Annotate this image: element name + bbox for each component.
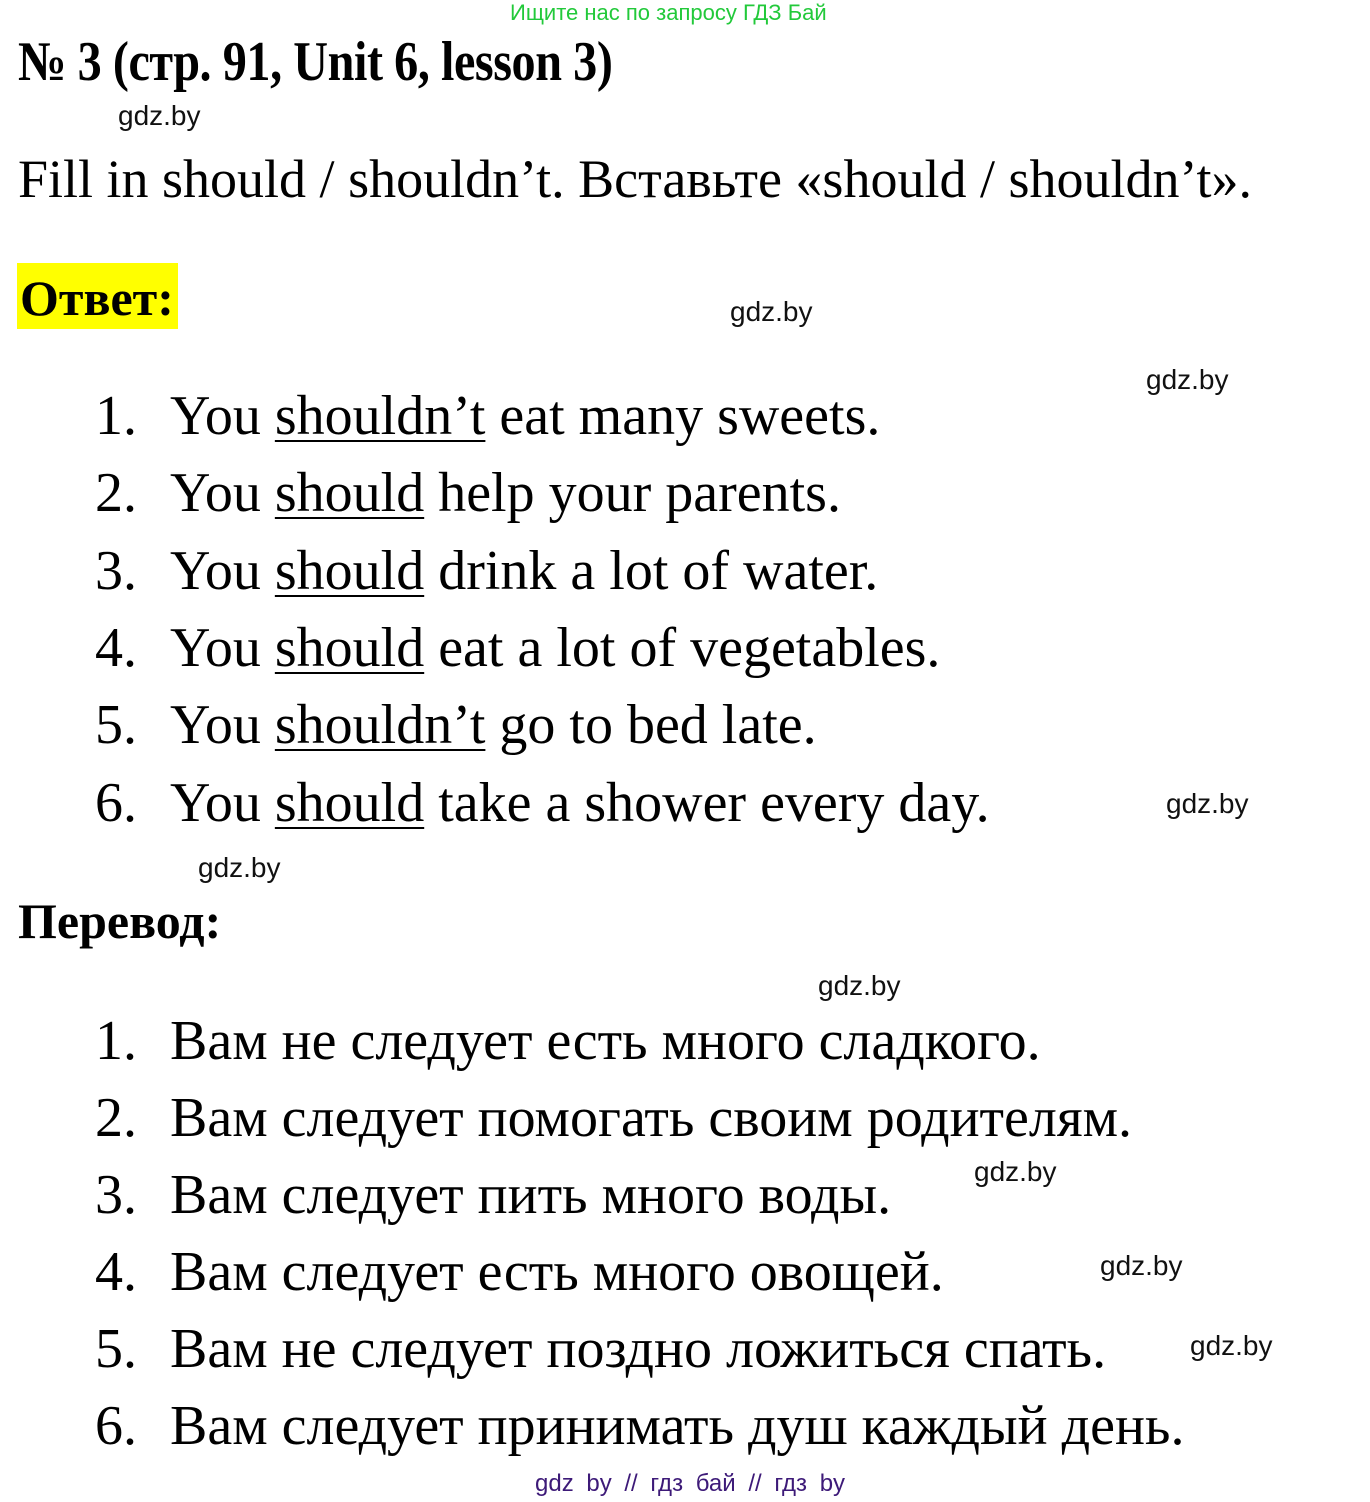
item-number: 1. bbox=[95, 385, 137, 447]
sentence-end: eat a lot of vegetables. bbox=[424, 616, 941, 679]
translation-item bbox=[95, 1163, 891, 1227]
answer-word: should bbox=[274, 616, 425, 679]
item-number: 3. bbox=[95, 1164, 137, 1226]
item-number: 5. bbox=[95, 694, 137, 757]
watermark: gdz.by bbox=[1100, 1250, 1183, 1281]
answer-word: should bbox=[274, 462, 425, 525]
sentence-end: eat many sweets. bbox=[485, 385, 881, 447]
page-title: № 3 (стр. 91, Unit 6, lesson 3) bbox=[18, 31, 613, 93]
translation-item bbox=[95, 1009, 1041, 1073]
search-hint: Ищите нас по запросу ГДЗ Бай bbox=[510, 0, 827, 25]
item-number: 3. bbox=[95, 539, 137, 602]
sentence-start: You bbox=[170, 462, 275, 525]
answer-word: should bbox=[274, 539, 425, 602]
item-number: 1. bbox=[95, 1010, 137, 1072]
translation-text: Вам следует есть много овощей. bbox=[170, 1241, 944, 1303]
translation-heading: Перевод: bbox=[18, 893, 222, 949]
answer-word: shouldn’t bbox=[274, 385, 486, 447]
footer: gdz by // гдз бай // гдз by bbox=[535, 1470, 846, 1497]
translation-text: Вам не следует поздно ложиться спать. bbox=[170, 1318, 1107, 1380]
watermark: gdz.by bbox=[730, 296, 813, 327]
watermark: gdz.by bbox=[1166, 788, 1249, 819]
watermark: gdz.by bbox=[1146, 364, 1229, 395]
sentence-start: You bbox=[170, 385, 275, 447]
answer-item bbox=[95, 461, 841, 525]
watermark: gdz.by bbox=[974, 1156, 1057, 1187]
watermark: gdz.by bbox=[198, 852, 281, 883]
sentence-end: take a shower every day. bbox=[424, 771, 990, 834]
item-number: 4. bbox=[95, 1241, 137, 1303]
sentence-start: You bbox=[170, 771, 275, 834]
watermark: gdz.by bbox=[818, 970, 901, 1001]
watermark: gdz.by bbox=[118, 100, 201, 131]
sentence-end: drink a lot of water. bbox=[424, 539, 879, 602]
item-number: 6. bbox=[95, 1395, 137, 1457]
answer-item bbox=[95, 616, 940, 680]
watermark: gdz.by bbox=[1190, 1330, 1273, 1361]
item-number: 2. bbox=[95, 1087, 137, 1149]
item-number: 2. bbox=[95, 462, 137, 525]
item-number: 4. bbox=[95, 616, 137, 679]
translation-text: Вам не следует есть много сладкого. bbox=[170, 1010, 1041, 1072]
sentence-start: You bbox=[170, 616, 275, 679]
answer-item bbox=[95, 384, 880, 448]
translation-item bbox=[95, 1086, 1132, 1150]
sentence-end: go to bed late. bbox=[485, 694, 817, 757]
translation-item bbox=[95, 1394, 1184, 1458]
translation-text: Вам следует принимать душ каждый день. bbox=[170, 1395, 1185, 1457]
answer-item bbox=[95, 771, 990, 835]
sentence-start: You bbox=[170, 539, 275, 602]
answer-word: shouldn’t bbox=[274, 694, 486, 757]
translation-text: Вам следует помогать своим родителям. bbox=[170, 1087, 1133, 1149]
answer-heading: Ответ: bbox=[17, 263, 178, 329]
task-instruction: Fill in should / shouldn’t. Вставьте «should / shouldn’t». bbox=[18, 149, 1252, 209]
sentence-end: help your parents. bbox=[424, 462, 841, 525]
answer-item bbox=[95, 693, 817, 757]
item-number: 5. bbox=[95, 1318, 137, 1380]
translation-item bbox=[95, 1317, 1106, 1381]
item-number: 6. bbox=[95, 771, 137, 834]
translation-item bbox=[95, 1240, 944, 1304]
answer-word: should bbox=[274, 771, 425, 834]
answer-item bbox=[95, 539, 878, 603]
translation-text: Вам следует пить много воды. bbox=[170, 1164, 892, 1226]
sentence-start: You bbox=[170, 694, 275, 757]
